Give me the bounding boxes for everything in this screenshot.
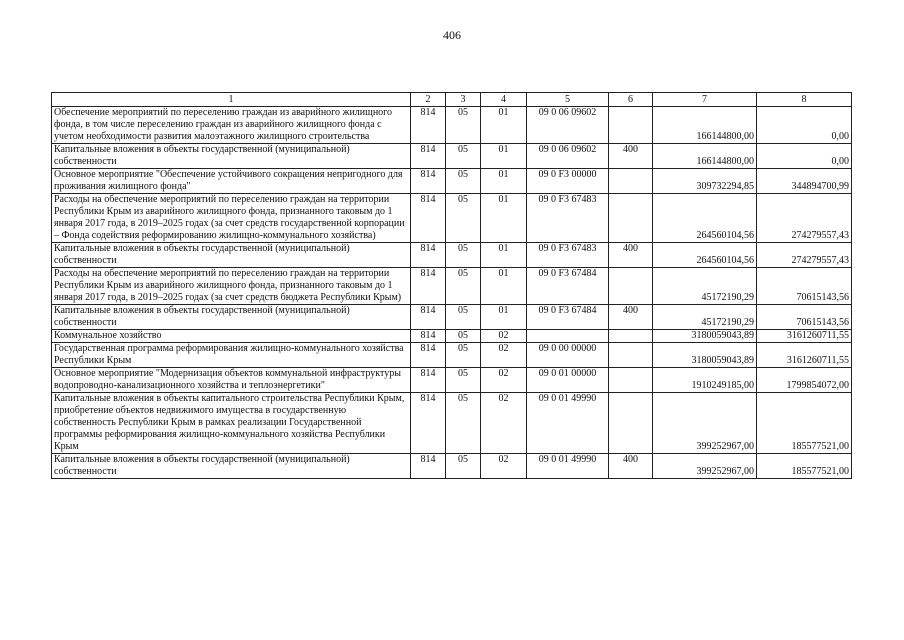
amount-year-1-cell: 166144800,00 [653,107,757,144]
amount-year-1-cell: 3180059043,89 [653,343,757,368]
target-article-cell: 09 0 F3 67483 [527,243,609,268]
column-header: 3 [446,93,481,107]
table-row [52,144,852,169]
amount-year-2-cell: 185577521,00 [757,454,852,479]
admin-code-cell: 814 [411,243,446,268]
expense-type-cell [609,330,653,343]
expense-type-cell [609,107,653,144]
row-name-cell: Государственная программа реформирования жилищно-коммунального хозяйства Республики Крым [52,343,411,368]
subsection-code-cell: 01 [481,305,527,330]
subsection-code-cell: 02 [481,454,527,479]
table-row [52,305,852,330]
section-code-cell: 05 [446,194,481,243]
amount-year-1-cell: 45172190,29 [653,305,757,330]
admin-code-cell: 814 [411,268,446,305]
section-code-cell: 05 [446,454,481,479]
amount-year-2-cell: 3161260711,55 [757,330,852,343]
target-article-cell: 09 0 01 00000 [527,368,609,393]
row-name-cell: Капитальные вложения в объекты государственной (муниципальной) собственности [52,305,411,330]
subsection-code-cell: 02 [481,330,527,343]
row-name-cell: Основное мероприятие "Модернизация объектов коммунальной инфраструктуры водопроводно-канализационного хозяйства и теплоэнергетики" [52,368,411,393]
section-code-cell: 05 [446,368,481,393]
target-article-cell: 09 0 F3 00000 [527,169,609,194]
column-header: 5 [527,93,609,107]
budget-table [51,92,852,479]
amount-year-1-cell: 309732294,85 [653,169,757,194]
target-article-cell: 09 0 06 09602 [527,144,609,169]
target-article-cell: 09 0 01 49990 [527,454,609,479]
amount-year-2-cell: 70615143,56 [757,268,852,305]
subsection-code-cell: 02 [481,368,527,393]
table-row [52,194,852,243]
admin-code-cell: 814 [411,393,446,454]
subsection-code-cell: 01 [481,144,527,169]
subsection-code-cell: 01 [481,243,527,268]
amount-year-2-cell: 274279557,43 [757,243,852,268]
admin-code-cell: 814 [411,368,446,393]
section-code-cell: 05 [446,268,481,305]
table-row [52,368,852,393]
table-row [52,343,852,368]
target-article-cell: 09 0 06 09602 [527,107,609,144]
subsection-code-cell: 02 [481,393,527,454]
table-row [52,268,852,305]
amount-year-2-cell: 185577521,00 [757,393,852,454]
amount-year-2-cell: 274279557,43 [757,194,852,243]
amount-year-1-cell: 264560104,56 [653,243,757,268]
admin-code-cell: 814 [411,144,446,169]
row-name-cell: Капитальные вложения в объекты капитального строительства Республики Крым, приобретение объектов недвижимого имущества в государственную собственность Республики Крым в рамках реализации Государственной программы реформирования жилищно-коммунального хозяйства Республики Крым [52,393,411,454]
expense-type-cell: 400 [609,305,653,330]
column-header: 1 [52,93,411,107]
subsection-code-cell: 01 [481,268,527,305]
expense-type-cell [609,368,653,393]
column-header: 7 [653,93,757,107]
admin-code-cell: 814 [411,343,446,368]
amount-year-2-cell: 3161260711,55 [757,343,852,368]
expense-type-cell [609,393,653,454]
admin-code-cell: 814 [411,305,446,330]
expense-type-cell [609,169,653,194]
target-article-cell [527,330,609,343]
row-name-cell: Обеспечение мероприятий по переселению граждан из аварийного жилищного фонда, в том числе переселению граждан из аварийного жилищного фонда с учетом необходимости развития малоэтажного жилищного строительства [52,107,411,144]
column-header: 4 [481,93,527,107]
amount-year-1-cell: 45172190,29 [653,268,757,305]
column-header: 6 [609,93,653,107]
table-row [52,330,852,343]
subsection-code-cell: 02 [481,343,527,368]
row-name-cell: Коммунальное хозяйство [52,330,411,343]
amount-year-1-cell: 399252967,00 [653,393,757,454]
amount-year-1-cell: 399252967,00 [653,454,757,479]
amount-year-2-cell: 0,00 [757,144,852,169]
subsection-code-cell: 01 [481,169,527,194]
admin-code-cell: 814 [411,454,446,479]
amount-year-2-cell: 1799854072,00 [757,368,852,393]
section-code-cell: 05 [446,305,481,330]
expense-type-cell [609,194,653,243]
amount-year-1-cell: 166144800,00 [653,144,757,169]
expense-type-cell: 400 [609,454,653,479]
page-number: 406 [443,28,461,42]
expense-type-cell: 400 [609,243,653,268]
section-code-cell: 05 [446,169,481,194]
admin-code-cell: 814 [411,330,446,343]
amount-year-2-cell: 344894700,99 [757,169,852,194]
amount-year-2-cell: 70615143,56 [757,305,852,330]
header-row [52,93,852,107]
row-name-cell: Капитальные вложения в объекты государственной (муниципальной) собственности [52,243,411,268]
section-code-cell: 05 [446,330,481,343]
target-article-cell: 09 0 F3 67483 [527,194,609,243]
row-name-cell: Капитальные вложения в объекты государственной (муниципальной) собственности [52,144,411,169]
subsection-code-cell: 01 [481,194,527,243]
expense-type-cell [609,343,653,368]
section-code-cell: 05 [446,393,481,454]
table-row [52,393,852,454]
subsection-code-cell: 01 [481,107,527,144]
row-name-cell: Основное мероприятие "Обеспечение устойчивого сокращения непригодного для проживания жилищного фонда" [52,169,411,194]
expense-type-cell: 400 [609,144,653,169]
table-row [52,107,852,144]
section-code-cell: 05 [446,243,481,268]
target-article-cell: 09 0 F3 67484 [527,268,609,305]
column-header: 2 [411,93,446,107]
table-row [52,454,852,479]
admin-code-cell: 814 [411,194,446,243]
table-row [52,169,852,194]
expense-type-cell [609,268,653,305]
amount-year-1-cell: 264560104,56 [653,194,757,243]
target-article-cell: 09 0 F3 67484 [527,305,609,330]
section-code-cell: 05 [446,144,481,169]
column-header: 8 [757,93,852,107]
target-article-cell: 09 0 00 00000 [527,343,609,368]
section-code-cell: 05 [446,343,481,368]
amount-year-1-cell: 1910249185,00 [653,368,757,393]
row-name-cell: Расходы на обеспечение мероприятий по переселению граждан на территории Республики Крым из аварийного жилищного фонда, признанного таковым до 1 января 2017 года, в 2019–2025 годах (за счет средств государственной корпорации – Фонда содействия реформированию жилищно-коммунального хозяйства) [52,194,411,243]
row-name-cell: Капитальные вложения в объекты государственной (муниципальной) собственности [52,454,411,479]
amount-year-1-cell: 3180059043,89 [653,330,757,343]
admin-code-cell: 814 [411,169,446,194]
table-row [52,243,852,268]
section-code-cell: 05 [446,107,481,144]
target-article-cell: 09 0 01 49990 [527,393,609,454]
admin-code-cell: 814 [411,107,446,144]
amount-year-2-cell: 0,00 [757,107,852,144]
row-name-cell: Расходы на обеспечение мероприятий по переселению граждан на территории Республики Крым из аварийного жилищного фонда, признанного таковым до 1 января 2017 года, в 2019–2025 годах (за счет средств бюджета Республики Крым) [52,268,411,305]
